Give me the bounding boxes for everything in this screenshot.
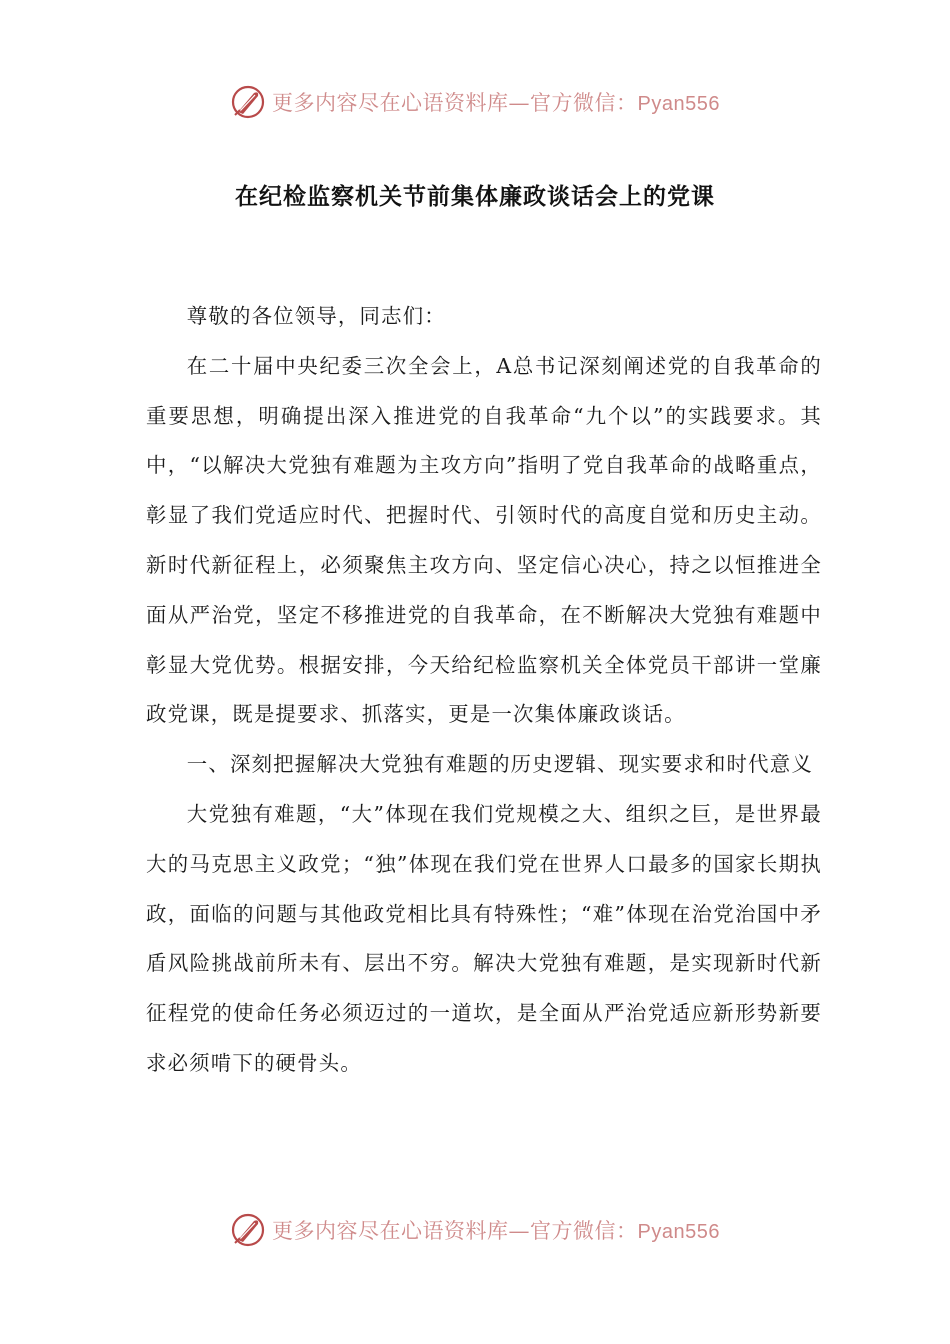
quill-pen-logo-icon bbox=[230, 84, 266, 120]
body-paragraph: 在二十届中央纪委三次全会上，A总书记深刻阐述党的自我革命的重要思想，明确提出深入推进党的自我革命“九个以”的实践要求。其中，“以解决大党独有难题为主攻方向”指明了党自我革命的战略重点，彰显了我们党适应时代、把握时代、引领时代的高度自觉和历史主动。新时代新征程上，必须聚焦主攻方向、坚定信心决心，持之以恒推进全面从严治党，坚定不移推进党的自我革命，在不断解决大党独有难题中彰显大党优势。根据安排，今天给纪检监察机关全体党员干部讲一堂廉政党课，既是提要求、抓落实，更是一次集体廉政谈话。 bbox=[146, 353, 822, 727]
banner-text: 更多内容尽在心语资料库—官方微信：Pyan556 bbox=[272, 1219, 720, 1243]
header-watermark-banner bbox=[0, 80, 950, 124]
footer-watermark-banner bbox=[0, 1208, 950, 1252]
document-title: 在纪检监察机关节前集体廉政谈话会上的党课 bbox=[235, 183, 715, 210]
body-paragraph: 大党独有难题，“大”体现在我们党规模之大、组织之巨，是世界最大的马克思主义政党；“独”体现在我们党在世界人口最多的国家长期执政，面临的问题与其他政党相比具有特殊性；“难”体现在治党治国中矛盾风险挑战前所未有、层出不穷。解决大党独有难题，是实现新时代新征程党的使命任务必须迈过的一道坎，是全面从严治党适应新形势新要求必须啃下的硬骨头。 bbox=[146, 801, 822, 1075]
salutation: 尊敬的各位领导，同志们： bbox=[186, 304, 446, 328]
quill-pen-logo-icon bbox=[230, 1212, 266, 1248]
wechat-id: Pyan556 bbox=[637, 1221, 720, 1243]
document-body bbox=[146, 292, 822, 1089]
wechat-id: Pyan556 bbox=[637, 93, 720, 115]
banner-text: 更多内容尽在心语资料库—官方微信：Pyan556 bbox=[272, 91, 720, 115]
section-heading: 一、深刻把握解决大党独有难题的历史逻辑、现实要求和时代意义 bbox=[186, 752, 813, 777]
